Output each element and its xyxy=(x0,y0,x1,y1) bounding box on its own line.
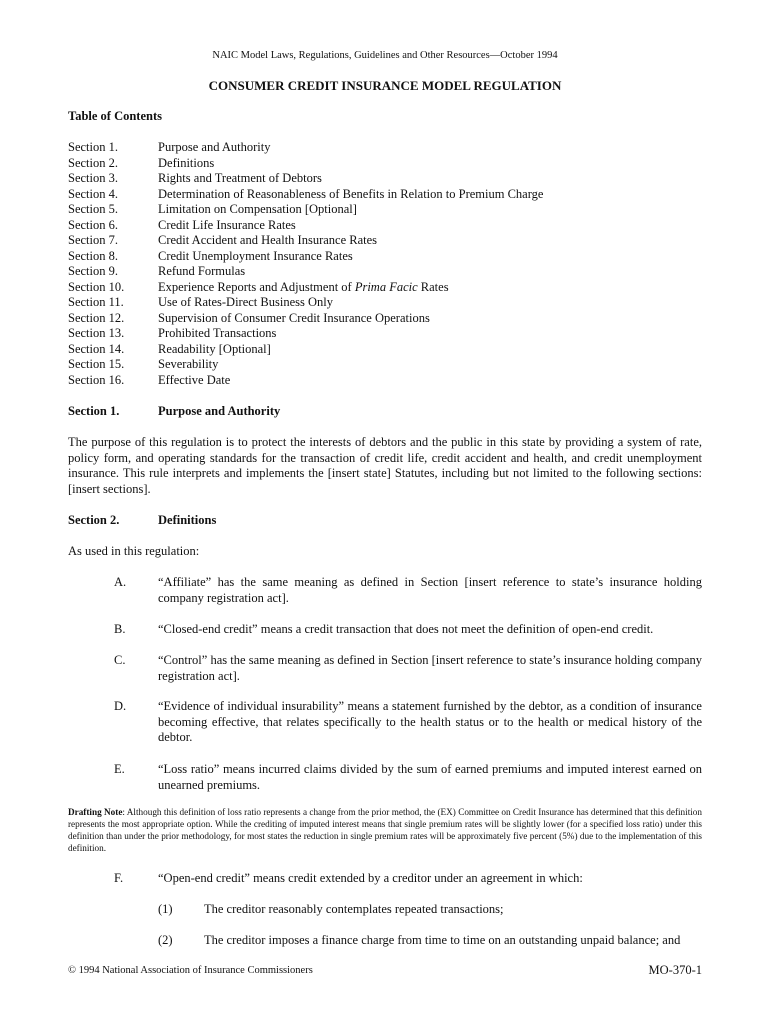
toc-item-number: Section 4. xyxy=(68,186,118,201)
toc-item[interactable] xyxy=(68,280,543,296)
toc-item[interactable] xyxy=(68,187,543,203)
toc-item[interactable] xyxy=(68,140,543,156)
toc-item[interactable] xyxy=(68,171,543,187)
toc-item-label: Credit Unemployment Insurance Rates xyxy=(158,248,353,263)
definition-item xyxy=(114,575,702,606)
footer-page-id: MO-370-1 xyxy=(648,963,702,977)
definition-letter: D. xyxy=(114,699,127,713)
toc-item[interactable] xyxy=(68,233,543,249)
toc-item-number: Section 5. xyxy=(68,202,118,216)
definition-letter: E. xyxy=(114,762,125,776)
toc-item-label xyxy=(158,280,449,294)
sub-item xyxy=(158,933,702,949)
definition-letter: A. xyxy=(114,575,127,589)
toc-item-number: Section 16. xyxy=(68,372,125,387)
definition-item xyxy=(114,762,702,793)
toc-item[interactable] xyxy=(68,326,543,342)
drafting-note-text: : Although this definition of loss ratio represents a change from the prior method, the (EX) Committee on Credit Insurance has determined that this definition represents the most appropriate option. While the crediting of imputed interest means that single premium rates will be slightly lower (for a specified loss ratio) under this definition than under the prior methodology, for most states the reduction in single premium rates will be approximately five percent (5%) due to the implementation of this definition. xyxy=(68,807,702,853)
toc-item-number: Section 14. xyxy=(68,341,125,356)
definition-text: “Evidence of individual insurability” means a statement furnished by the debtor, as a condition of insurance becoming effective, that relates specifically to the health status or to the health or medical history of the debtor. xyxy=(158,699,702,744)
toc-item-number: Section 6. xyxy=(68,217,118,232)
toc-item[interactable] xyxy=(68,264,543,280)
toc-item-label: Prohibited Transactions xyxy=(158,326,277,340)
toc-item-number: Section 9. xyxy=(68,264,118,278)
toc-item-label-pre: Experience Reports and Adjustment of xyxy=(158,279,355,294)
section-1-heading xyxy=(68,404,280,419)
document-title: CONSUMER CREDIT INSURANCE MODEL REGULATION xyxy=(208,78,562,93)
sub-item xyxy=(158,902,702,918)
toc-item[interactable] xyxy=(68,342,543,358)
toc-item-number: Section 10. xyxy=(68,279,125,294)
running-header: NAIC Model Laws, Regulations, Guidelines and Other Resources—October 1994 xyxy=(212,50,558,61)
toc-item-label: Determination of Reasonableness of Benefits in Relation to Premium Charge xyxy=(158,186,544,201)
toc-item-label: Use of Rates-Direct Business Only xyxy=(158,295,333,309)
sub-item-number: (2) xyxy=(158,933,173,947)
definitions-intro: As used in this regulation: xyxy=(68,544,200,558)
sub-item-number: (1) xyxy=(158,902,173,916)
definition-text: “Closed-end credit” means a credit transaction that does not meet the definition of open-end credit. xyxy=(158,622,654,636)
toc-item[interactable] xyxy=(68,249,543,265)
toc-heading: Table of Contents xyxy=(68,109,162,123)
toc-item-label: Definitions xyxy=(158,155,215,170)
definition-item xyxy=(114,699,702,746)
definition-item xyxy=(114,622,702,638)
toc-item[interactable] xyxy=(68,156,543,172)
toc-item-number: Section 11. xyxy=(68,295,124,309)
toc-item[interactable] xyxy=(68,295,543,311)
definition-letter: B. xyxy=(114,622,126,636)
toc-item-label: Refund Formulas xyxy=(158,264,246,278)
toc-item-label: Readability [Optional] xyxy=(158,341,271,356)
toc-item[interactable] xyxy=(68,218,543,234)
toc-item-label: Rights and Treatment of Debtors xyxy=(158,171,322,185)
toc-item-number: Section 15. xyxy=(68,357,125,371)
toc-item-number: Section 1. xyxy=(68,140,118,154)
footer-copyright: © 1994 National Association of Insurance Commissioners xyxy=(68,965,313,976)
toc-item-number: Section 8. xyxy=(68,248,118,263)
section-title: Purpose and Authority xyxy=(158,404,281,418)
definition-text: “Affiliate” has the same meaning as defined in Section [insert reference to state’s insurance holding company registration act]. xyxy=(158,575,702,605)
definition-letter: C. xyxy=(114,653,126,667)
definition-letter: F. xyxy=(114,871,124,885)
table-of-contents xyxy=(68,140,543,388)
toc-item-number: Section 7. xyxy=(68,233,118,247)
toc-item-label: Credit Accident and Health Insurance Rates xyxy=(158,233,378,247)
drafting-note xyxy=(68,806,702,854)
toc-item-label: Purpose and Authority xyxy=(158,140,271,154)
definition-text: “Open-end credit” means credit extended by a creditor under an agreement in which: xyxy=(158,871,583,885)
toc-item-label: Severability xyxy=(158,357,219,371)
toc-item-label: Credit Life Insurance Rates xyxy=(158,217,296,232)
toc-item-label: Effective Date xyxy=(158,372,231,387)
section-1-body: The purpose of this regulation is to protect the interests of debtors and the public in this state by providing a system of rate, policy form, and operating standards for the transaction of credit life, credit accident and health, and credit unemployment insurance. This rule interprets and implements the [insert state] Statutes, including but not limited to the following sections: [insert sections]. xyxy=(68,435,702,496)
toc-item[interactable] xyxy=(68,311,543,327)
definition-item xyxy=(114,653,702,684)
section-title: Definitions xyxy=(158,513,217,527)
toc-item-number: Section 13. xyxy=(68,326,125,340)
section-2-heading xyxy=(68,513,216,528)
sub-item-text: The creditor reasonably contemplates repeated transactions; xyxy=(204,902,504,916)
toc-item-number: Section 3. xyxy=(68,171,118,185)
toc-item-label-italic: Prima Facic xyxy=(354,279,418,294)
definition-item xyxy=(114,871,702,887)
toc-item-label: Limitation on Compensation [Optional] xyxy=(158,202,357,216)
drafting-note-label: Drafting Note xyxy=(68,807,123,817)
toc-item[interactable] xyxy=(68,202,543,218)
section-number: Section 2. xyxy=(68,513,120,527)
toc-item-number: Section 12. xyxy=(68,310,125,325)
toc-item-number: Section 2. xyxy=(68,155,118,170)
toc-item-label: Supervision of Consumer Credit Insurance Operations xyxy=(158,310,430,325)
definition-text: “Control” has the same meaning as defined in Section [insert reference to state’s insurance holding company registration act]. xyxy=(158,653,702,683)
section-number: Section 1. xyxy=(68,404,120,418)
toc-item-label-post: Rates xyxy=(417,279,449,294)
toc-item[interactable] xyxy=(68,373,543,389)
definition-text: “Loss ratio” means incurred claims divided by the sum of earned premiums and imputed interest earned on unearned premiums. xyxy=(158,762,702,792)
toc-item[interactable] xyxy=(68,357,543,373)
sub-item-text: The creditor imposes a finance charge from time to time on an outstanding unpaid balance; and xyxy=(204,933,681,947)
